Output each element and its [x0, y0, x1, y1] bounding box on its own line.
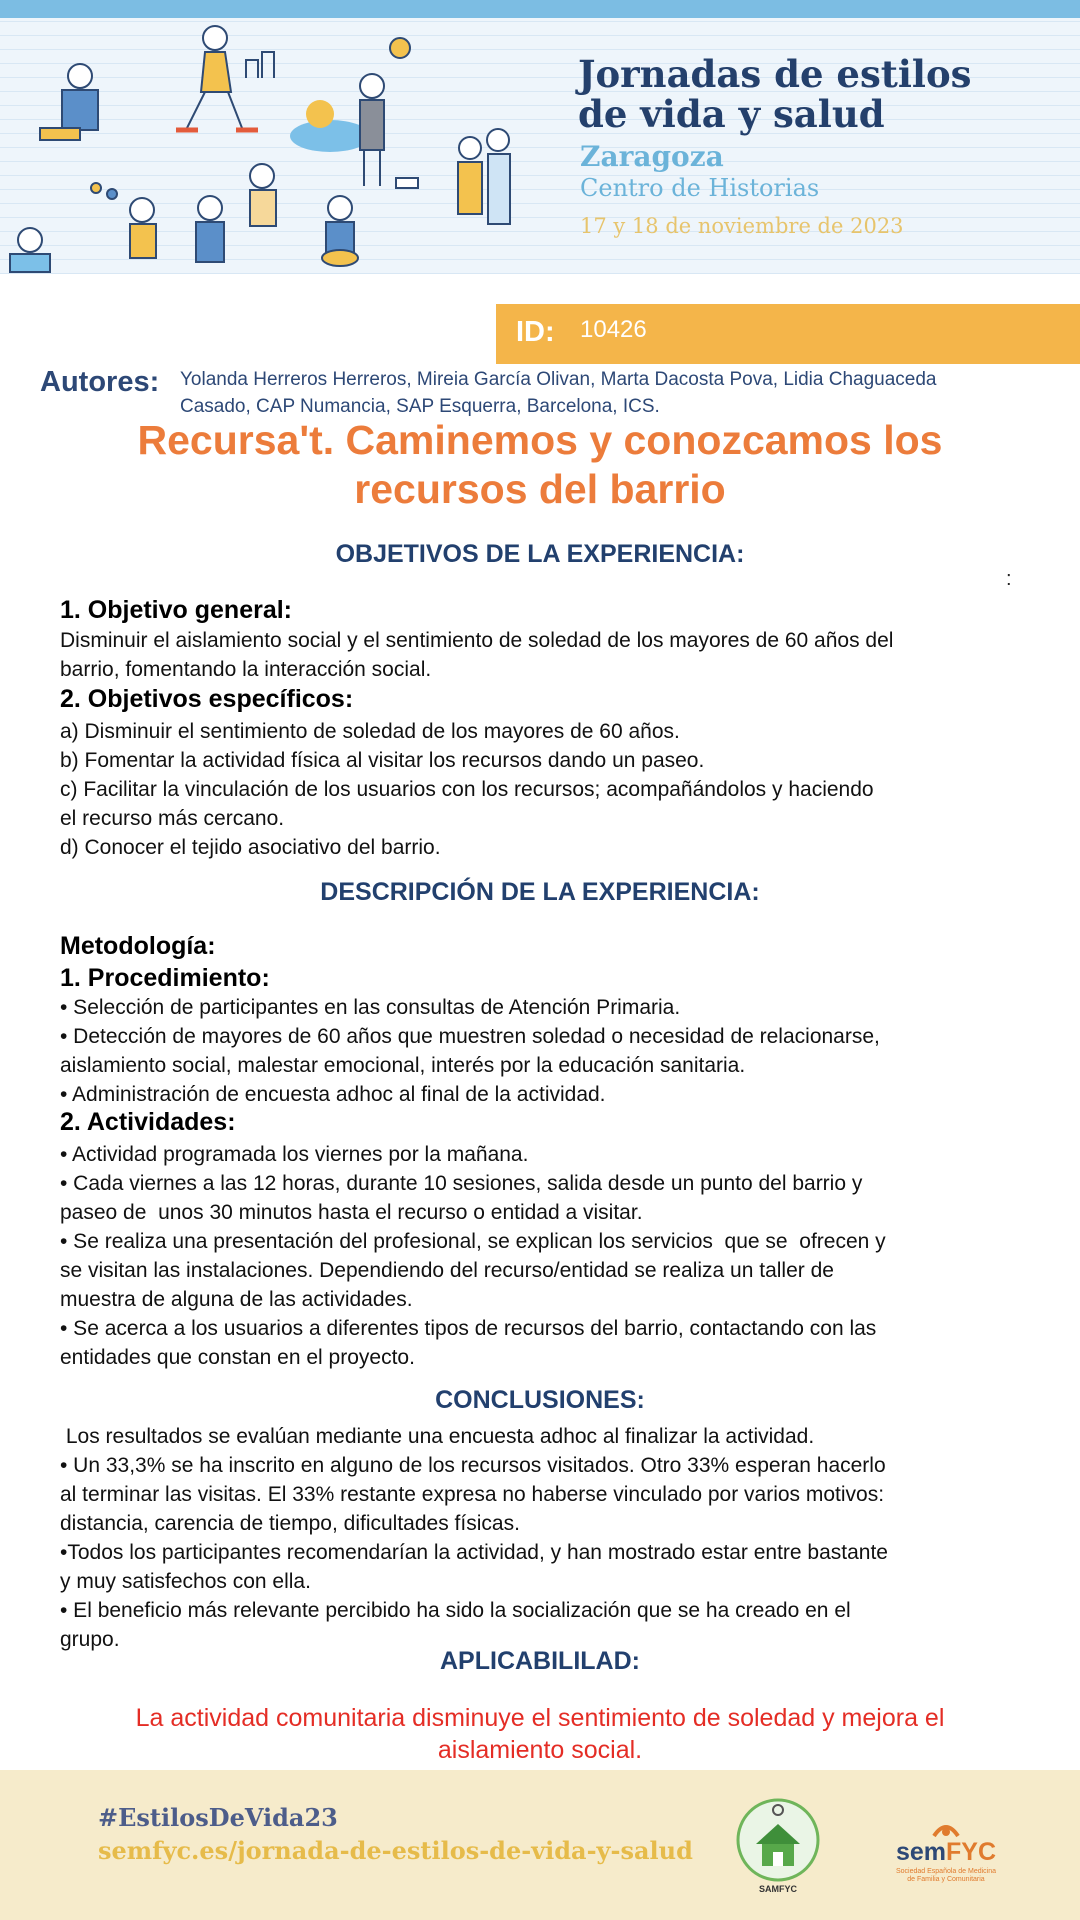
id-box	[496, 304, 1080, 364]
event-dates: 17 y 18 de noviembre de 2023	[580, 214, 904, 238]
poster-title: Recursa't. Caminemos y conozcamos los recursos del barrio	[137, 417, 943, 512]
procedure-heading: 1. Procedimiento:	[60, 964, 270, 992]
top-accent-bar	[0, 0, 1080, 18]
specific-objectives-list: a) Disminuir el sentimiento de soledad de los mayores de 60 años. b) Fomentar la actividad física al visitar los recursos dando un paseo. c) Facilitar la vinculación de los usuarios con los recursos; acompañándolos y haciendo el recurso más cercano. d) Conocer el tejido asociativo del barrio.	[60, 720, 874, 859]
general-objective-heading: 1. Objetivo general:	[60, 596, 293, 624]
event-venue: Centro de Historias	[580, 174, 820, 202]
methodology-heading: Metodología:	[60, 932, 216, 960]
event-city: Zaragoza	[580, 140, 724, 173]
authors-label: Autores:	[40, 366, 160, 398]
semfyc-mark-icon	[886, 1818, 1006, 1840]
procedure-list: • Selección de participantes en las consultas de Atención Primaria. • Detección de mayores de 60 años que muestren soledad o necesidad de relacionarse, aislamiento social, malestar emocional, interés por la educación sanitaria. • Administración de encuesta adhoc al final de la actividad.	[60, 996, 880, 1106]
footer-hashtag: #EstilosDeVida23	[98, 1803, 338, 1832]
footer-url[interactable]: semfyc.es/jornada-de-estilos-de-vida-y-salud	[98, 1836, 693, 1865]
footer	[0, 1770, 1080, 1920]
samfyc-caption: SAMFYC	[759, 1884, 797, 1894]
stray-colon: :	[1006, 568, 1012, 590]
applicability-text: La actividad comunitaria disminuye el sentimiento de soledad y mejora el aislamiento social.	[135, 1704, 945, 1764]
activities-heading: 2. Actividades:	[60, 1108, 236, 1136]
id-label: ID:	[516, 316, 555, 348]
id-value: 10426	[580, 316, 647, 343]
semfyc-name-a: sem	[895, 1838, 947, 1866]
semfyc-name-b: FYC	[946, 1838, 997, 1866]
applicability-heading: APLICABILILAD:	[440, 1647, 640, 1675]
header-banner	[0, 18, 1080, 274]
semfyc-logo	[886, 1818, 1006, 1888]
general-objective-text: Disminuir el aislamiento social y el sentimiento de soledad de los mayores de 60 años del barrio, fomentando la interacción social.	[60, 629, 894, 681]
semfyc-tagline: Sociedad Española de Medicina de Familia y Comunitaria	[895, 1868, 996, 1883]
illustration-people-icon	[0, 18, 540, 274]
samfyc-house-icon	[728, 1790, 828, 1886]
conclusions-heading: CONCLUSIONES:	[435, 1386, 645, 1414]
description-heading: DESCRIPCIÓN DE LA EXPERIENCIA:	[320, 878, 760, 906]
conclusions-list: Los resultados se evalúan mediante una encuesta adhoc al finalizar la actividad. • Un 33,3% se ha inscrito en alguno de los recursos visitados. Otro 33% esperan hacerlo al terminar las visitas. El 33% restante expresa no haberse vinculado por varios motivos: distancia, carencia de tiempo, dificultades físicas. •Todos los participantes recomendarían la actividad, y han mostrado estar entre bastante y muy satisfechos con ella. • El beneficio más relevante percibido ha sido la socialización que se ha creado en el grupo.	[60, 1425, 888, 1651]
event-title: Jornadas de estilos de vida y salud	[578, 52, 972, 136]
objectives-heading: OBJETIVOS DE LA EXPERIENCIA:	[335, 540, 745, 568]
specific-objectives-heading: 2. Objetivos específicos:	[60, 685, 354, 713]
samfyc-logo	[728, 1790, 828, 1910]
activities-list: • Actividad programada los viernes por la mañana. • Cada viernes a las 12 horas, durante 10 sesiones, salida desde un punto del barrio y paseo de unos 30 minutos hasta el recurso o entidad a visitar. • Se realiza una presentación del profesional, se explican los servicios que se ofrecen y se visitan las instalaciones. Dependiendo del recurso/entidad se realiza un taller de muestra de alguna de las actividades. • Se acerca a los usuarios a diferentes tipos de recursos del barrio, contactando con las entidades que constan en el proyecto.	[60, 1143, 886, 1369]
authors-list: Yolanda Herreros Herreros, Mireia García Olivan, Marta Dacosta Pova, Lidia Chaguaceda Casado, CAP Numancia, SAP Esquerra, Barcelona, ICS.	[180, 369, 937, 417]
